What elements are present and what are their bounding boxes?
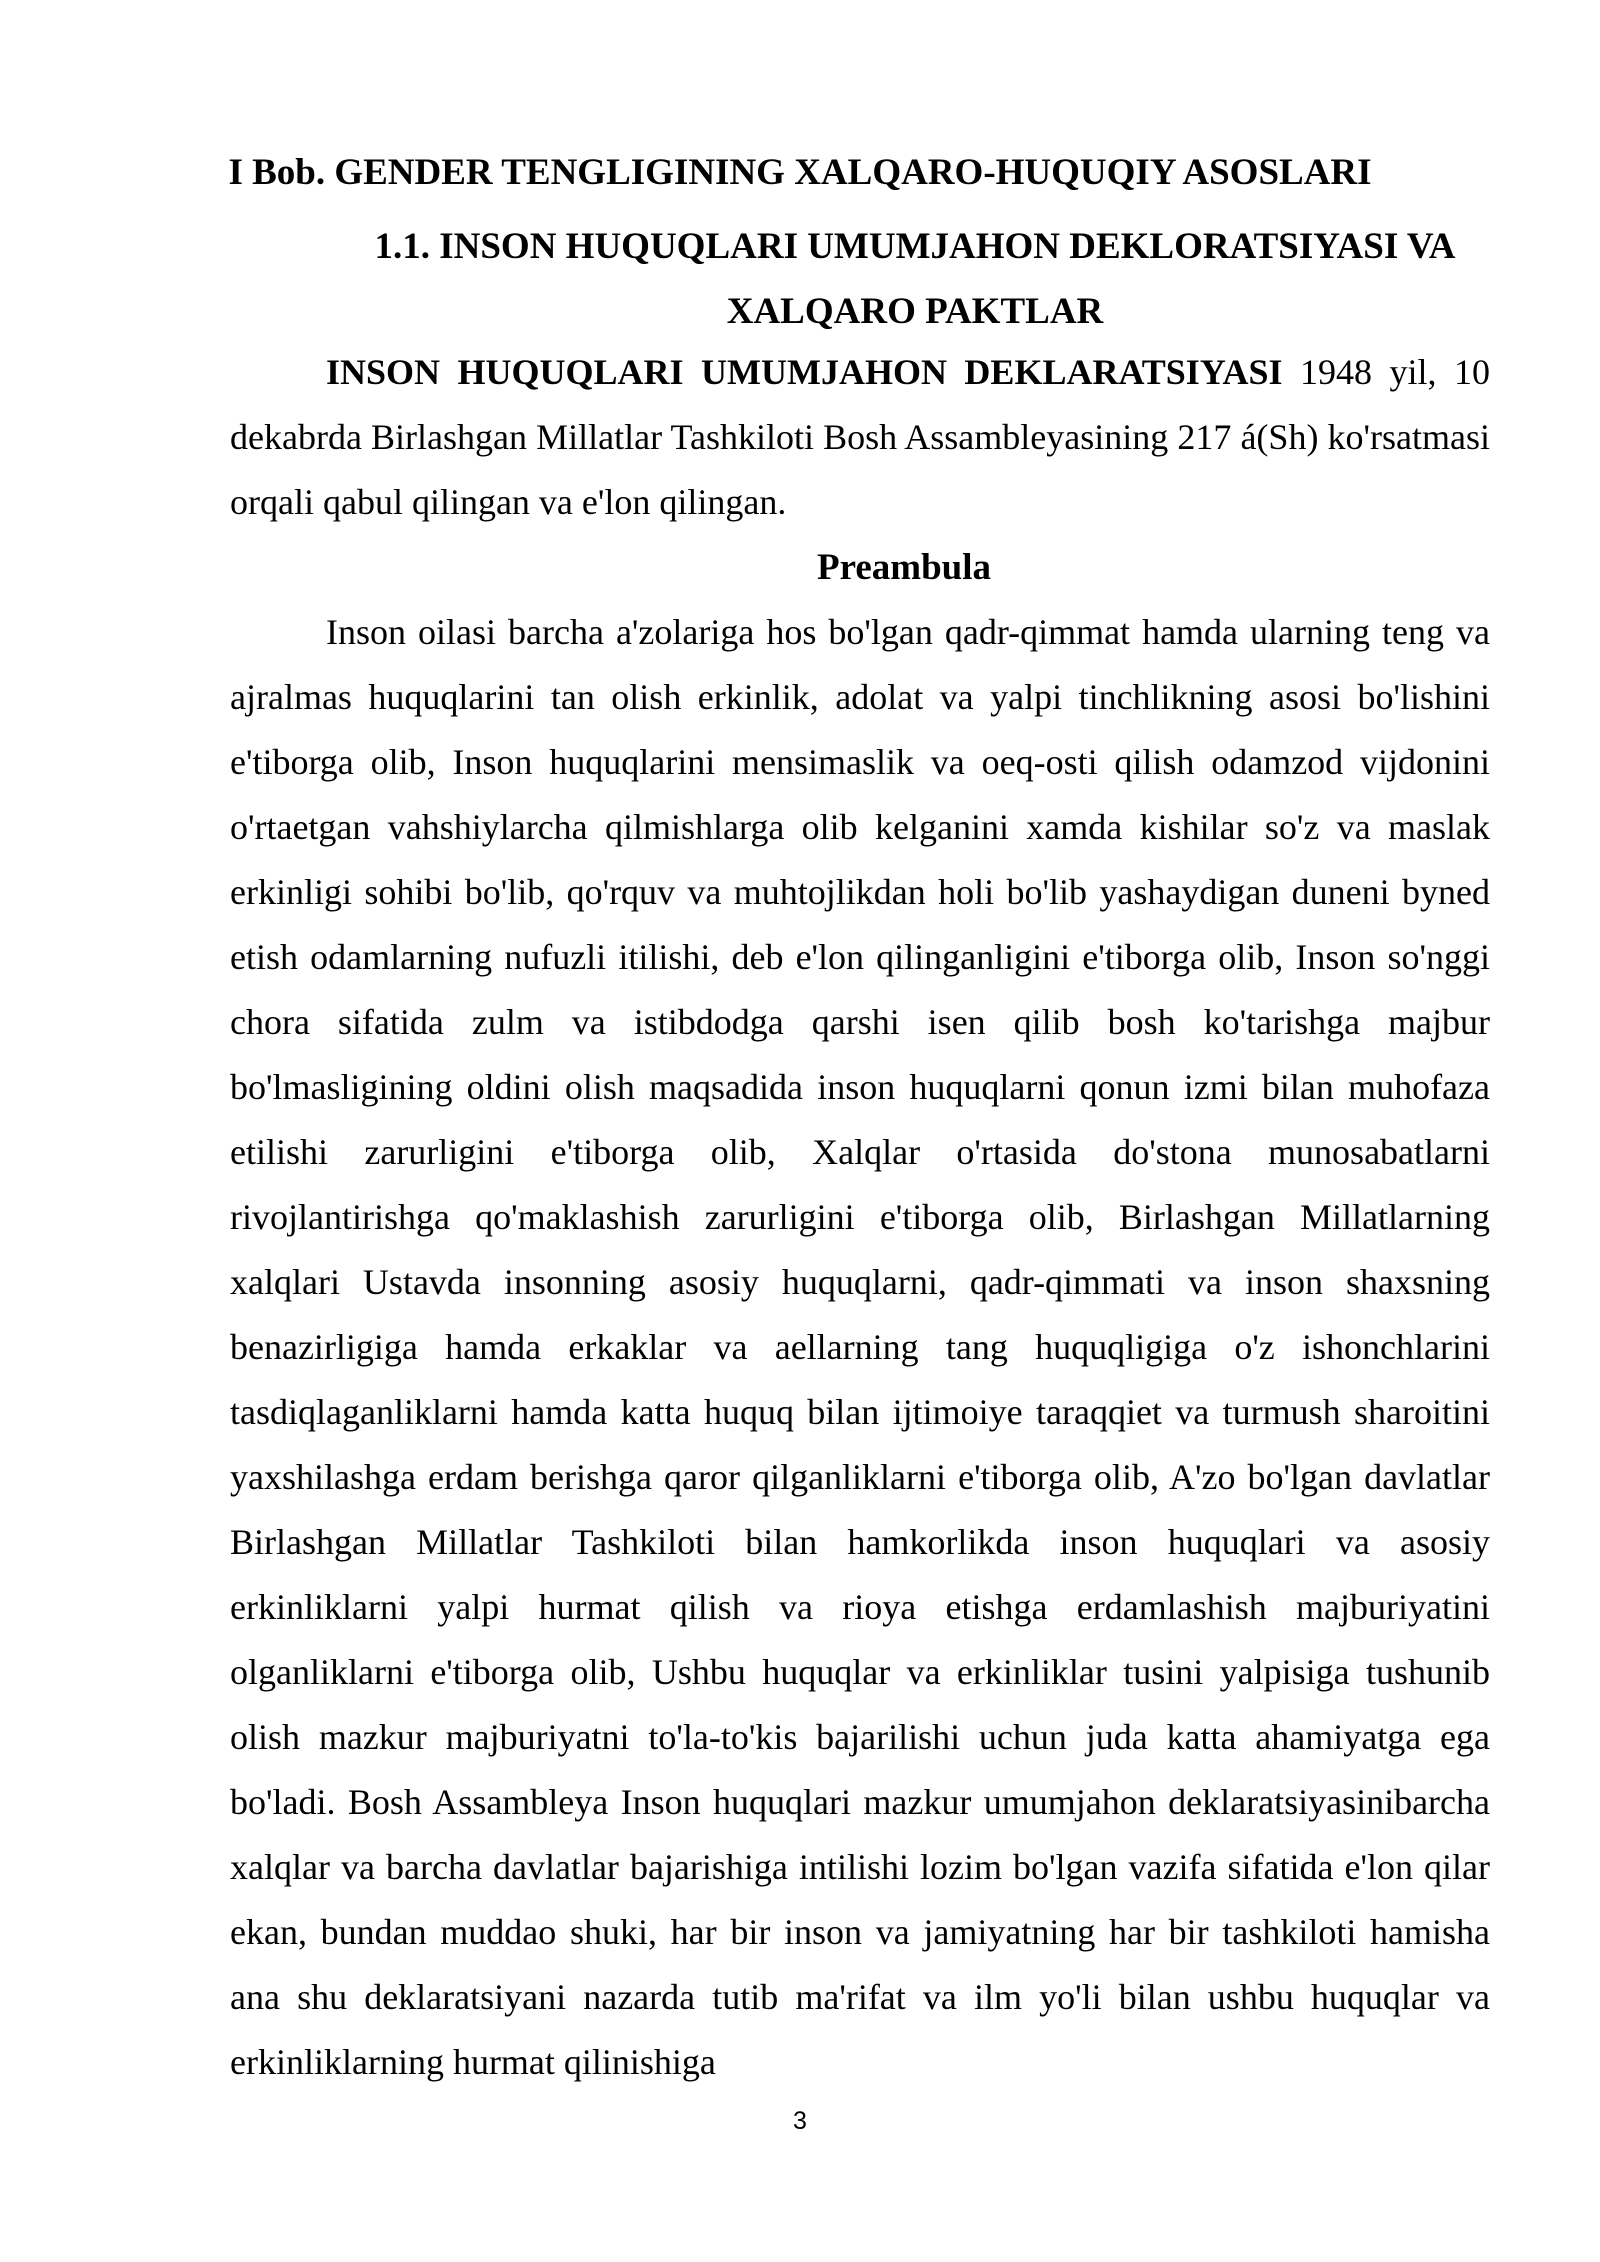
- chapter-title: I Bob. GENDER TENGLIGINING XALQARO-HUQUQIY ASOSLARI: [228, 152, 1372, 193]
- declaration-name: INSON HUQUQLARI UMUMJAHON DEKLARATSIYASI: [326, 352, 1283, 392]
- section-title-line-1: 1.1. INSON HUQUQLARI UMUMJAHON DEKLORATSIYASI VA: [374, 226, 1456, 267]
- preamble-paragraph: Inson oilasi barcha a'zolariga hos bo'lgan qadr-qimmat hamda ularning teng va ajralmas huquqlarini tan olish erkinlik, adolat va yalpi tinchlikning asosi bo'lishini e'tiborga olib, Inson huquqlarini mensimaslik va oeq-osti qilish odamzod vijdonini o'rtaetgan vahshiylarcha qilmishlarga olib kelganini xamda kishilar so'z va maslak erkinligi sohibi bo'lib, qo'rquv va muhtojlikdan holi bo'lib yashaydigan duneni byned etish odamlarning nufuzli itilishi, deb e'lon qilinganligini e'tiborga olib, Inson so'nggi chora sifatida zulm va istibdodga qarshi isen qilib bosh ko'tarishga majbur bo'lmasligining oldini olish maqsadida inson huquqlarni qonun izmi bilan muhofaza etilishi zarurligini e'tiborga olib, Xalqlar o'rtasida do'stona munosabatlarni rivojlantirishga qo'maklashish zarurligini e'tiborga olib, Birlashgan Millatlarning xalqlari Ustavda insonning asosiy huquqlarni, qadr-qimmati va inson shaxsning benazirligiga hamda erkaklar va aellarning tang huquqligiga o'z ishonchlarini tasdiqlaganliklarni hamda katta huquq bilan ijtimoiye taraqqiet va turmush sharoitini yaxshilashga erdam berishga qaror qilganliklarni e'tiborga olib, A'zo bo'lgan davlatlar Birlashgan Millatlar Tashkiloti bilan hamkorlikda inson huquqlari va asosiy erkinliklarni yalpi hurmat qilish va rioya etishga erdamlashish majburiyatini olganliklarni e'tiborga olib, Ushbu huquqlar va erkinliklar tusini yalpisiga tushunib olish mazkur majburiyatni to'la-to'kis bajarilishi uchun juda katta ahamiyatga ega bo'ladi. Bosh Assambleya Inson huquqlari mazkur umumjahon deklaratsiyasinibarcha xalqlar va barcha davlatlar bajarishiga intilishi lozim bo'lgan vazifa sifatida e'lon qilar ekan, bundan muddao shuki, har bir inson va jamiyatning har bir tashkiloti hamisha ana shu deklaratsiyani nazarda tutib ma'rifat va ilm yo'li bilan ushbu huquqlar va erkinliklarning hurmat qilinishiga: [230, 612, 1490, 2082]
- section-title-line-2: XALQARO PAKTLAR: [726, 291, 1104, 332]
- page-number: 3: [793, 2107, 807, 2135]
- section-title: [330, 214, 1500, 344]
- preamble-heading: Preambula: [816, 547, 992, 588]
- intro-text: 1948 yil, 10 dekabrda Birlashgan Millatlar Tashkiloti Bosh Assambleyasining 217 á(Sh) ko'rsatmasi orqali qabul qilingan va e'lon qilingan.: [230, 352, 1490, 522]
- intro-paragraph: [230, 340, 1490, 535]
